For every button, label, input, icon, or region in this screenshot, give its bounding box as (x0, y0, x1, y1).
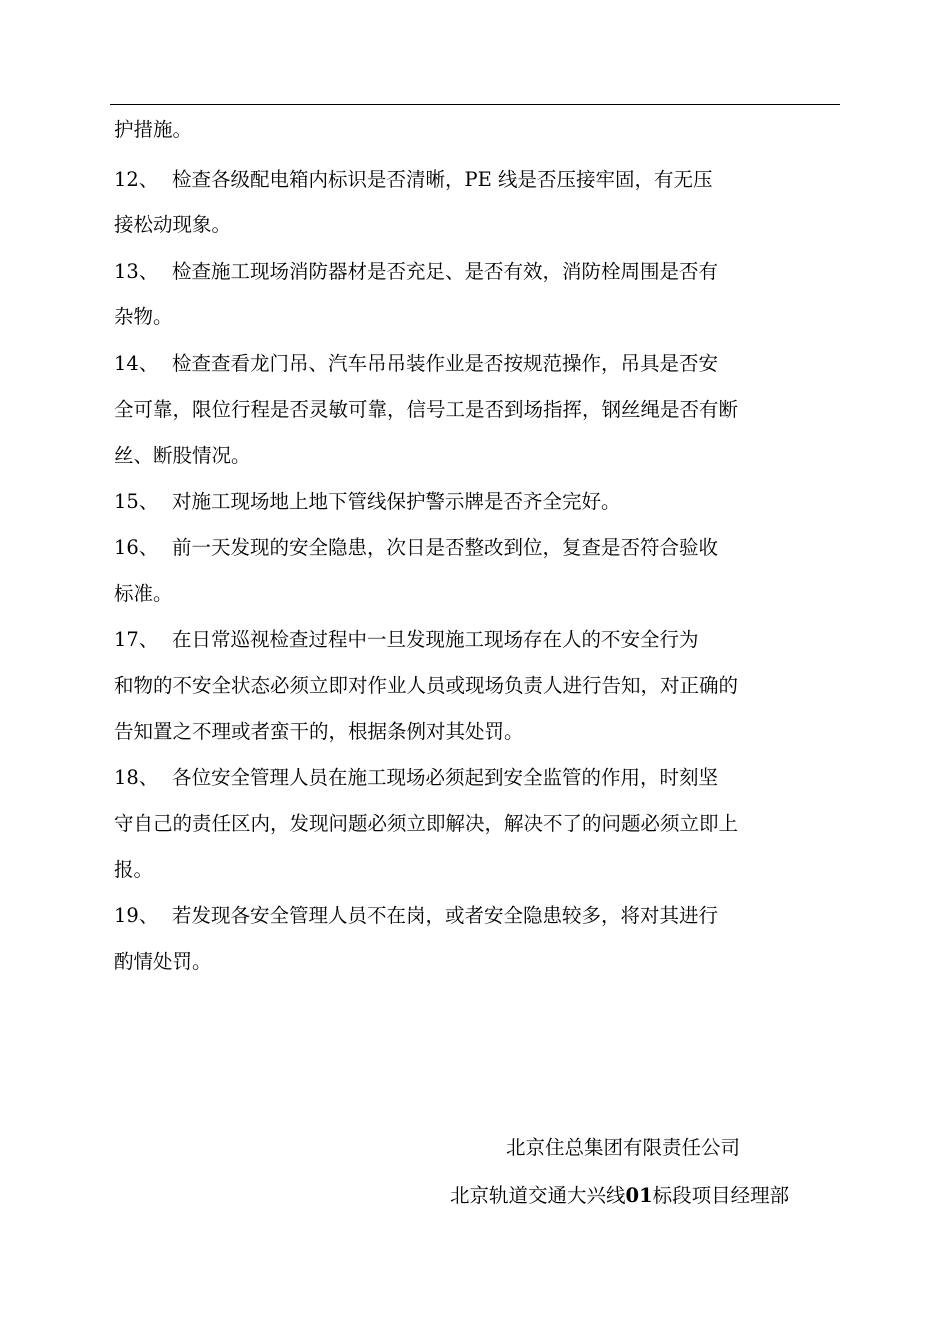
item-continuation: 杂物。 (114, 305, 173, 328)
signature-department (450, 1184, 789, 1208)
item-text: 在日常巡视检查过程中一旦发现施工现场存在人的不安全行为 (172, 628, 699, 651)
item-number: 19、 (114, 904, 159, 927)
list-item-19 (114, 904, 718, 928)
item-continuation: 接松动现象。 (114, 213, 232, 236)
item-continuation: 丝、断股情况。 (114, 444, 251, 467)
item-continuation: 酌情处罚。 (114, 950, 212, 973)
department-prefix: 北京轨道交通大兴线 (450, 1184, 626, 1207)
item-number: 12、 (114, 168, 159, 191)
item-continuation: 和物的不安全状态必须立即对作业人员或现场负责人进行告知，对正确的 (114, 674, 739, 697)
signature-company: 北京住总集团有限责任公司 (506, 1136, 741, 1159)
department-suffix: 标段项目经理部 (652, 1184, 790, 1207)
item-text: 对施工现场地上地下管线保护警示牌是否齐全完好。 (172, 490, 621, 513)
department-number: 01 (625, 1184, 653, 1207)
item-text: 检查各级配电箱内标识是否清晰，PE 线是否压接牢固，有无压 (172, 168, 713, 191)
item-text: 检查查看龙门吊、汽车吊吊装作业是否按规范操作，吊具是否安 (172, 352, 719, 375)
item-number: 16、 (114, 536, 159, 559)
list-item-14 (114, 352, 718, 376)
list-item-13 (114, 260, 718, 284)
item-continuation: 守自己的责任区内，发现问题必须立即解决，解决不了的问题必须立即上 (114, 812, 739, 835)
list-item-15 (114, 490, 621, 514)
item-number: 15、 (114, 490, 159, 513)
list-item-18 (114, 766, 718, 790)
header-rule (110, 104, 840, 105)
item-text: 检查施工现场消防器材是否充足、是否有效，消防栓周围是否有 (172, 260, 719, 283)
item-text: 若发现各安全管理人员不在岗，或者安全隐患较多，将对其进行 (172, 904, 719, 927)
item-number: 14、 (114, 352, 159, 375)
item-text: 前一天发现的安全隐患，次日是否整改到位，复查是否符合验收 (172, 536, 719, 559)
item-continuation: 告知置之不理或者蛮干的，根据条例对其处罚。 (114, 720, 524, 743)
item-text: 各位安全管理人员在施工现场必须起到安全监管的作用，时刻坚 (172, 766, 719, 789)
continuation-line: 护措施。 (114, 118, 193, 141)
list-item-12 (114, 168, 713, 192)
item-number: 17、 (114, 628, 159, 651)
list-item-17 (114, 628, 699, 652)
list-item-16 (114, 536, 718, 560)
item-number: 18、 (114, 766, 159, 789)
item-continuation: 全可靠，限位行程是否灵敏可靠，信号工是否到场指挥，钢丝绳是否有断 (114, 398, 739, 421)
item-continuation: 报。 (114, 858, 154, 881)
item-number: 13、 (114, 260, 159, 283)
item-continuation: 标准。 (114, 582, 173, 605)
